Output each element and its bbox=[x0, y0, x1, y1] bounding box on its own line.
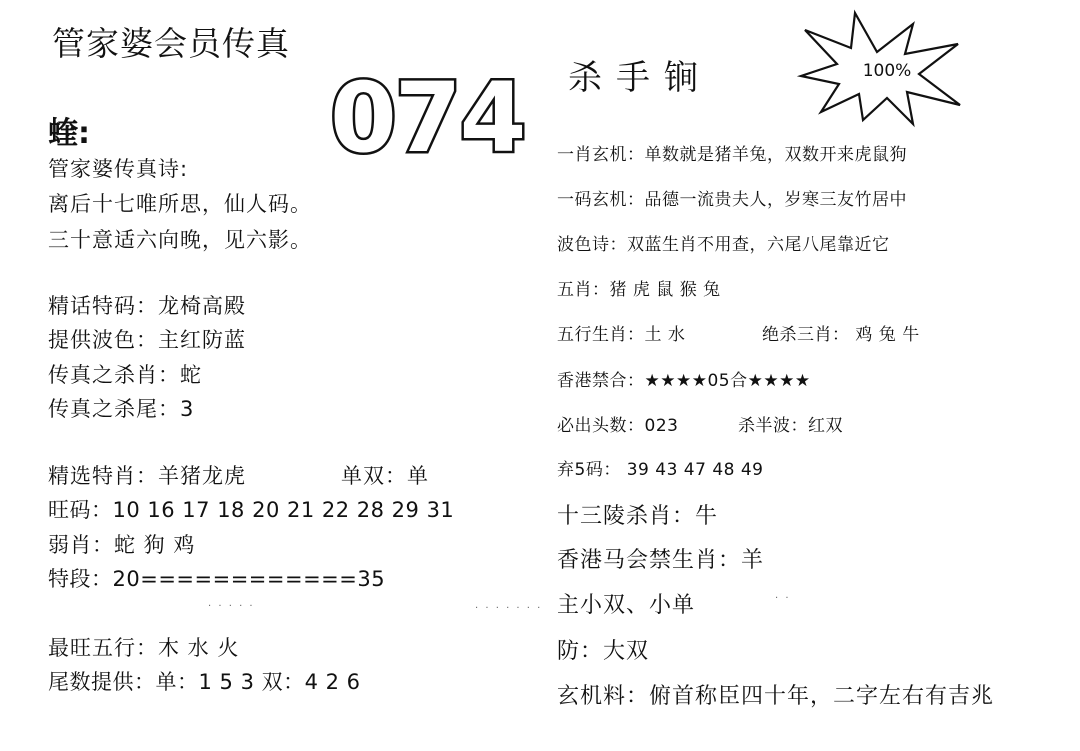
fax-title: 管家婆会员传真 bbox=[52, 24, 290, 63]
selected-special-line: 精选特肖：羊猪龙虎 bbox=[48, 464, 246, 488]
scan-speck: · · · · · bbox=[208, 601, 255, 612]
issue-number: 074 bbox=[330, 62, 525, 174]
five-zodiac-line: 五肖：猪 虎 鼠 猴 兔 bbox=[557, 280, 721, 300]
kill-tail-line: 传真之杀尾：3 bbox=[48, 397, 195, 421]
kill-half-wave-line: 杀半波：红双 bbox=[738, 416, 843, 436]
wave-color-line: 提供波色：主红防蓝 bbox=[48, 328, 246, 352]
hot-numbers-line: 旺码：10 16 17 18 20 21 22 28 29 31 bbox=[48, 498, 455, 522]
hk-combo-line: 香港禁合：★★★★05合★★★★ bbox=[557, 371, 811, 391]
main-pick-line: 主小双、小单 bbox=[557, 593, 696, 618]
head-numbers-line: 必出头数：023 bbox=[557, 416, 679, 436]
discard-codes-line: 弃5码： 39 43 47 48 49 bbox=[557, 460, 764, 480]
weak-zodiac-line: 弱肖：蛇 狗 鸡 bbox=[48, 533, 196, 557]
mystery-text-line: 玄机料：俯首称臣四十年，二字左右有吉兆 bbox=[557, 684, 995, 709]
special-range-line: 特段：20============35 bbox=[48, 567, 386, 591]
poem-line-2: 三十意适六向晚，见六影。 bbox=[48, 228, 312, 252]
zodiac-mystery-line: 一肖玄机：单数就是猪羊兔，双数开来虎鼠狗 bbox=[557, 145, 907, 165]
scan-speck: · · bbox=[775, 593, 791, 604]
starburst-badge bbox=[795, 8, 965, 128]
hot-elements-line: 最旺五行：木 水 火 bbox=[48, 636, 240, 660]
kill-zodiac-line: 传真之杀肖：蛇 bbox=[48, 363, 202, 387]
killer-header: 杀手锏 bbox=[568, 58, 712, 98]
tail-numbers-line: 尾数提供：单：1 5 3 双：4 2 6 bbox=[48, 670, 361, 694]
poem-line-1: 离后十七唯所思，仙人码。 bbox=[48, 192, 312, 216]
wave-poem-line: 波色诗：双蓝生肖不用查，六尾八尾靠近它 bbox=[557, 235, 890, 255]
kill-three-line: 绝杀三肖： 鸡 兔 牛 bbox=[762, 325, 920, 345]
scan-speck: · · · · · · · bbox=[475, 603, 543, 614]
thirteen-tombs-line: 十三陵杀肖：牛 bbox=[557, 504, 719, 529]
guard-line: 防：大双 bbox=[557, 639, 650, 664]
odd-even-line: 单双：单 bbox=[341, 464, 429, 488]
poem-title: 管家婆传真诗: bbox=[48, 157, 189, 181]
special-code-line: 精话特码：龙椅高殿 bbox=[48, 294, 246, 318]
hk-jockey-line: 香港马会禁生肖：羊 bbox=[557, 548, 765, 573]
element-zodiac-line: 五行生肖：土 水 bbox=[557, 325, 686, 345]
code-mystery-line: 一码玄机：品德一流贵夫人，岁寒三友竹居中 bbox=[557, 190, 907, 210]
badge-text: 100% bbox=[862, 61, 912, 81]
zodiac-label: 蝰: bbox=[48, 116, 90, 151]
